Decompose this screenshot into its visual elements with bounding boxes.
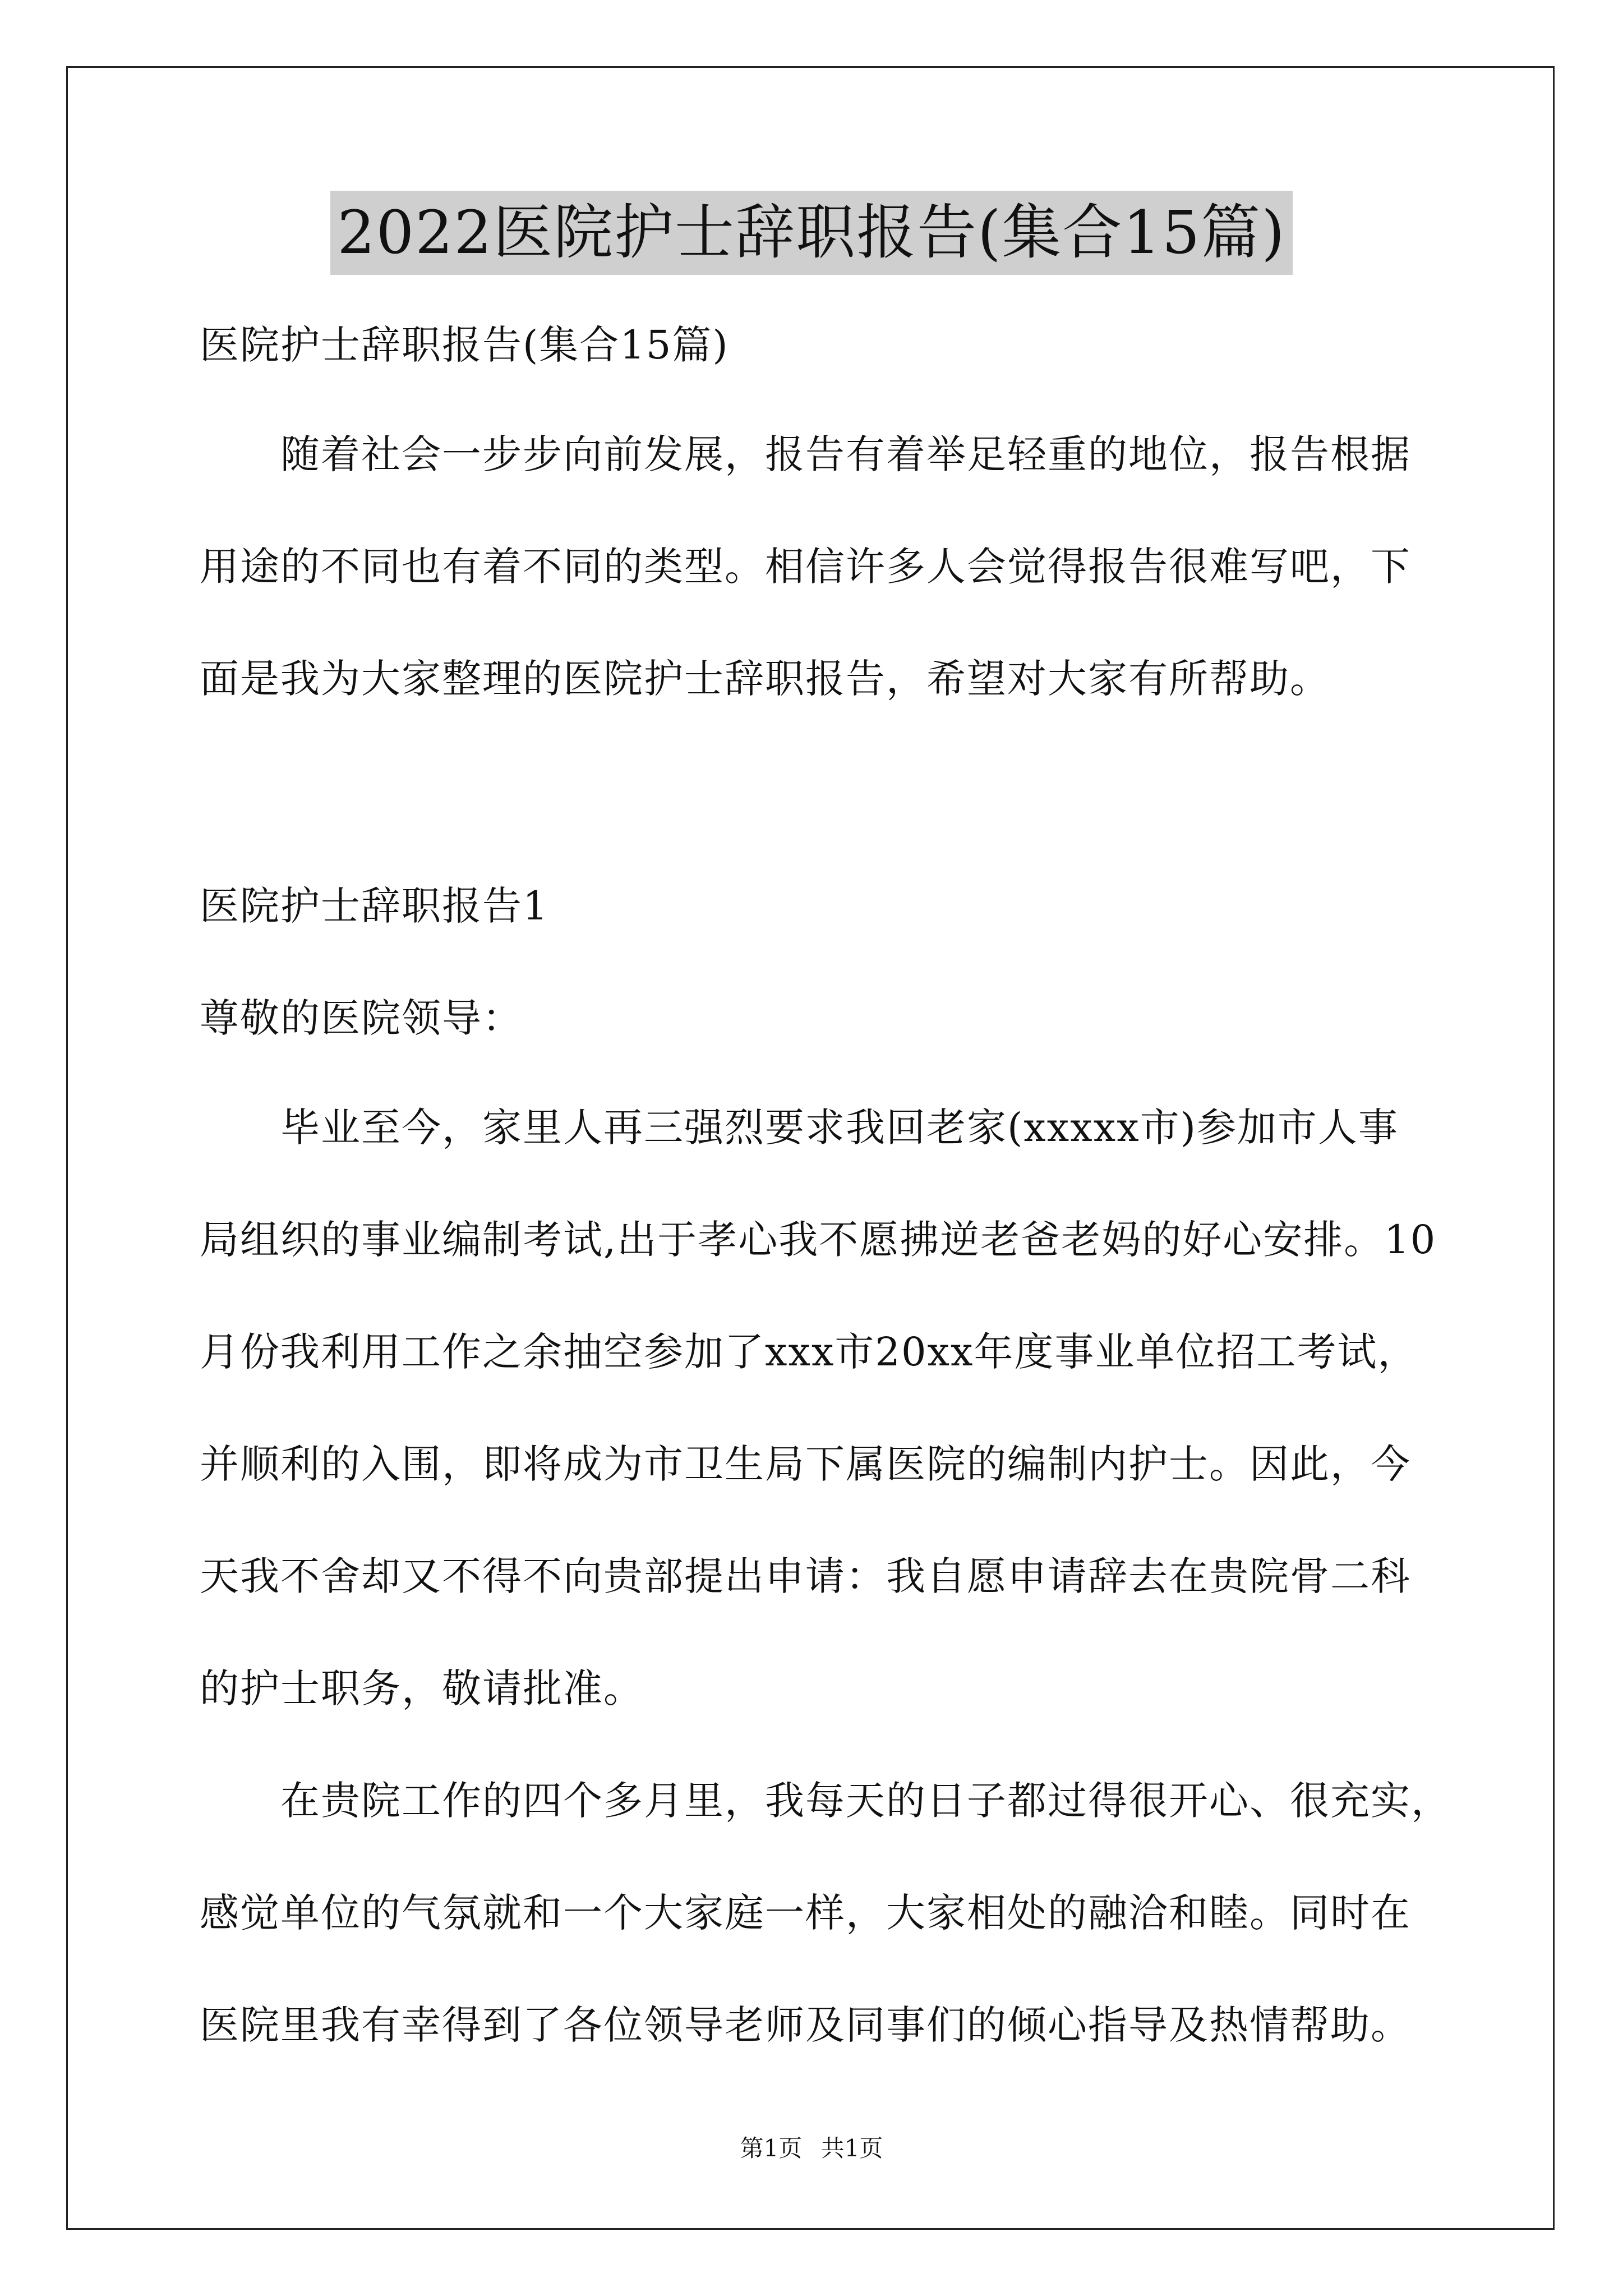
intro-line-2: 用途的不同也有着不同的类型。相信许多人会觉得报告很难写吧，下 bbox=[200, 544, 1411, 590]
paragraph1-line-5: 天我不舍却又不得不向贵部提出申请：我自愿申请辞去在贵院骨二科 bbox=[200, 1553, 1411, 1599]
paragraph2-line-1: 在贵院工作的四个多月里，我每天的日子都过得很开心、很充实， bbox=[280, 1778, 1451, 1824]
page-total: 共1页 bbox=[820, 2134, 883, 2162]
section-heading: 医院护士辞职报告1 bbox=[200, 883, 549, 929]
paragraph1-line-2: 局组织的事业编制考试,出于孝心我不愿拂逆老爸老妈的好心安排。10 bbox=[200, 1217, 1437, 1263]
paragraph1-line-4: 并顺利的入围，即将成为市卫生局下属医院的编制内护士。因此，今 bbox=[200, 1441, 1411, 1487]
page-number: 第1页 bbox=[740, 2134, 803, 2162]
paragraph2-line-3: 医院里我有幸得到了各位领导老师及同事们的倾心指导及热情帮助。 bbox=[200, 2002, 1411, 2048]
document-title: 2022医院护士辞职报告(集合15篇) bbox=[330, 191, 1292, 275]
paragraph2-line-2: 感觉单位的气氛就和一个大家庭一样，大家相处的融洽和睦。同时在 bbox=[200, 1890, 1411, 1936]
paragraph1-line-6: 的护士职务，敬请批准。 bbox=[200, 1665, 644, 1711]
title-container bbox=[0, 191, 1623, 275]
page-footer bbox=[0, 2132, 1623, 2165]
document-subtitle: 医院护士辞职报告(集合15篇) bbox=[200, 322, 729, 368]
salutation: 尊敬的医院领导： bbox=[200, 995, 523, 1041]
intro-line-1: 随着社会一步步向前发展，报告有着举足轻重的地位，报告根据 bbox=[280, 431, 1411, 477]
paragraph1-line-3: 月份我利用工作之余抽空参加了xxx市20xx年度事业单位招工考试， bbox=[200, 1329, 1418, 1375]
paragraph1-line-1: 毕业至今，家里人再三强烈要求我回老家(xxxxx市)参加市人事 bbox=[280, 1105, 1399, 1151]
intro-line-3: 面是我为大家整理的医院护士辞职报告，希望对大家有所帮助。 bbox=[200, 656, 1330, 702]
